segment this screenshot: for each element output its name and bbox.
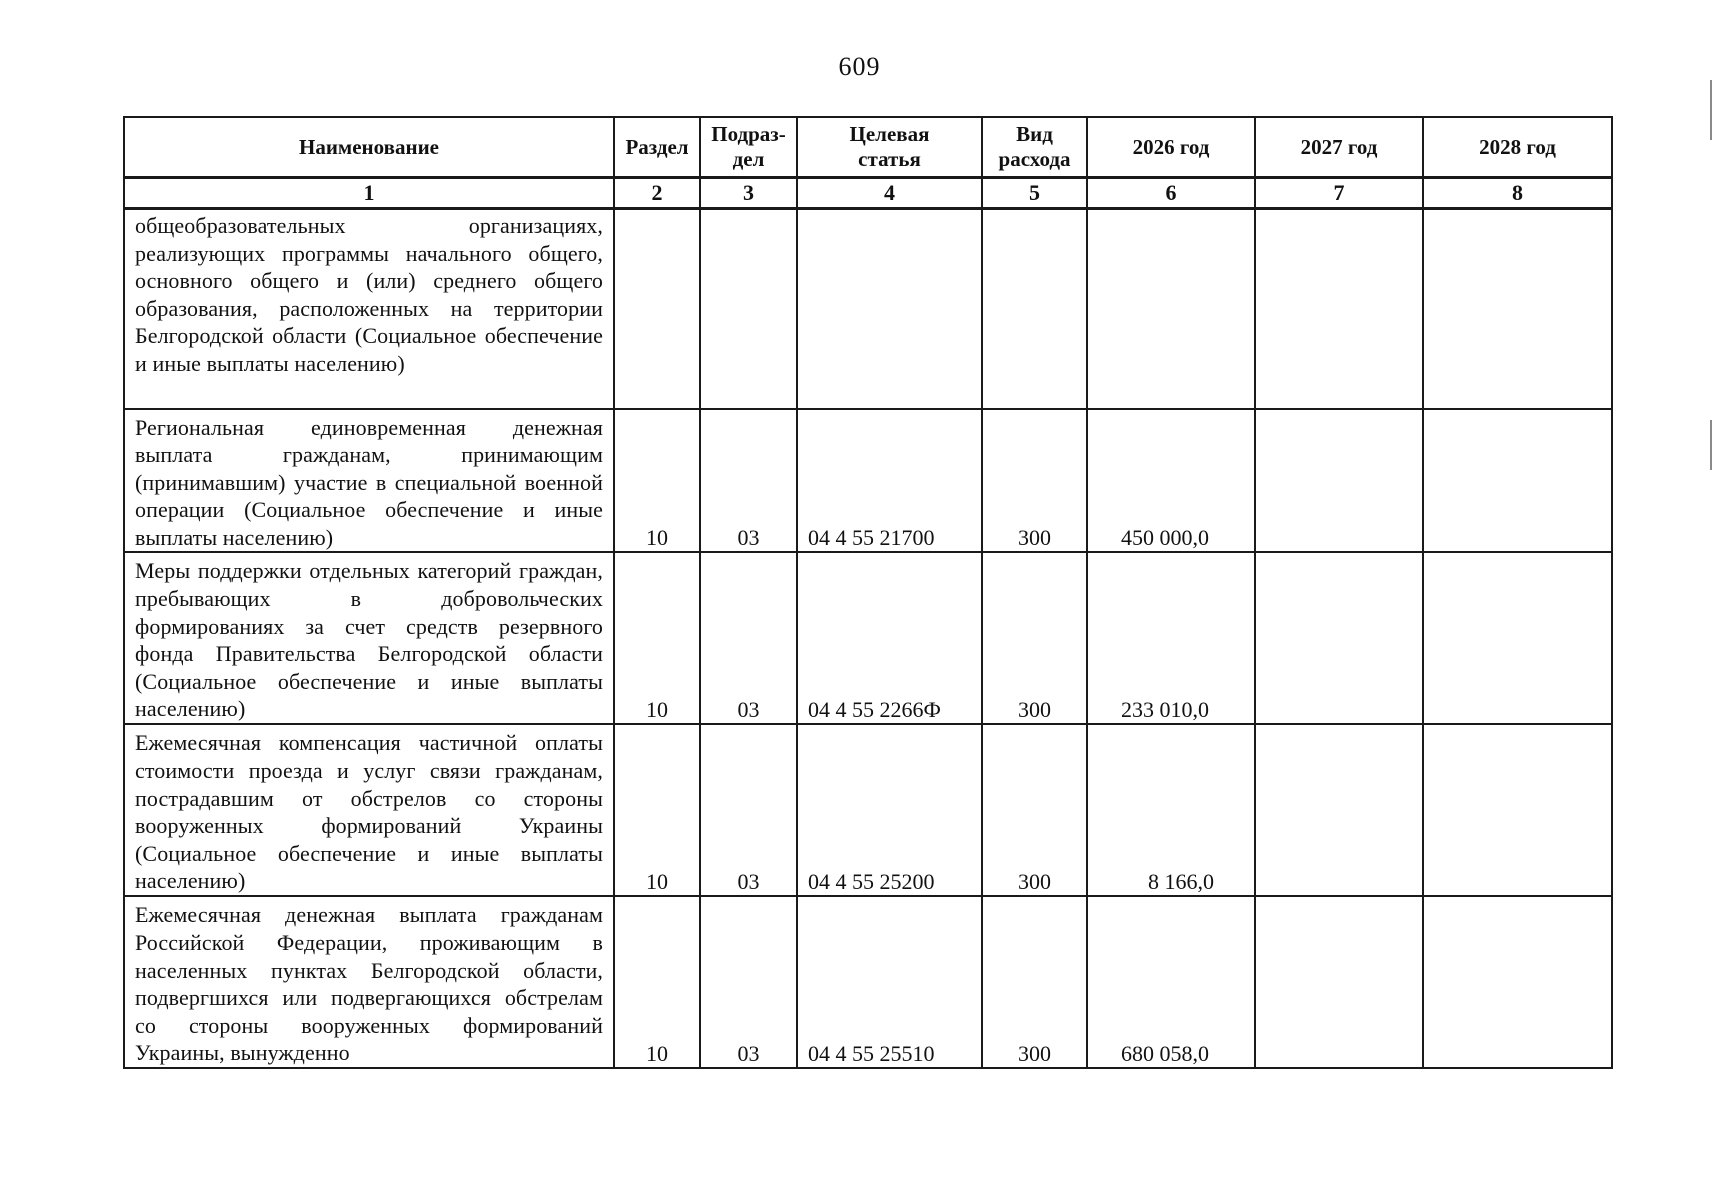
column-number: 1 <box>124 178 614 209</box>
page-number: 609 <box>838 52 881 81</box>
row-subsection: 03 <box>700 552 797 724</box>
row-2028 <box>1423 552 1612 724</box>
row-2028 <box>1423 896 1612 1068</box>
row-target: 04 4 55 21700 <box>797 409 982 553</box>
row-name: Ежемесячная компенсация частичной оплаты стоимости проезда и услуг связи гражданам, пострадавшим от обстрелов со стороны вооруженных формирований Украины (Социальное обеспечение и иные выплаты населению) <box>124 724 614 896</box>
row-target: 04 4 55 25510 <box>797 896 982 1068</box>
column-number: 7 <box>1255 178 1423 209</box>
row-name: Региональная единовременная денежная выплата гражданам, принимающим (принимавшим) участие в специальной военной операции (Социальное обеспечение и иные выплаты населению) <box>124 409 614 553</box>
header-2026: 2026 год <box>1087 117 1255 178</box>
row-section: 10 <box>614 724 700 896</box>
table-row <box>124 552 1612 724</box>
row-2028 <box>1423 209 1612 409</box>
row-2026: 233 010,0 <box>1087 552 1255 724</box>
row-2026 <box>1087 209 1255 409</box>
table-row <box>124 896 1612 1068</box>
column-number: 5 <box>982 178 1087 209</box>
row-target: 04 4 55 25200 <box>797 724 982 896</box>
row-name: Меры поддержки отдельных категорий граждан, пребывающих в добровольческих формированиях за счет средств резервного фонда Правительства Белгородской области (Социальное обеспечение и иные выплаты населению) <box>124 552 614 724</box>
header-row <box>124 117 1612 178</box>
header-expense-line2: расхода <box>998 147 1071 171</box>
row-subsection <box>700 209 797 409</box>
header-2027: 2027 год <box>1255 117 1423 178</box>
column-number: 6 <box>1087 178 1255 209</box>
budget-table <box>123 116 1613 1069</box>
scan-edge-mark <box>1710 80 1712 140</box>
row-section: 10 <box>614 896 700 1068</box>
row-expense-type: 300 <box>982 724 1087 896</box>
row-2027 <box>1255 552 1423 724</box>
row-2028 <box>1423 724 1612 896</box>
header-2028: 2028 год <box>1423 117 1612 178</box>
header-expense-type <box>982 117 1087 178</box>
header-section: Раздел <box>614 117 700 178</box>
row-2026: 450 000,0 <box>1087 409 1255 553</box>
row-2026: 8 166,0 <box>1087 724 1255 896</box>
row-subsection: 03 <box>700 896 797 1068</box>
column-number: 8 <box>1423 178 1612 209</box>
row-2027 <box>1255 409 1423 553</box>
header-subsection <box>700 117 797 178</box>
column-number: 4 <box>797 178 982 209</box>
row-subsection: 03 <box>700 409 797 553</box>
column-number-row <box>124 178 1612 209</box>
row-section: 10 <box>614 409 700 553</box>
row-expense-type: 300 <box>982 896 1087 1068</box>
header-target-line1: Целевая <box>849 122 930 146</box>
row-expense-type <box>982 209 1087 409</box>
row-2028 <box>1423 409 1612 553</box>
header-subsection-line1: Подраз- <box>711 122 786 146</box>
table-row <box>124 209 1612 409</box>
header-target <box>797 117 982 178</box>
row-name: Ежемесячная денежная выплата гражданам Российской Федерации, проживающим в населенных пунктах Белгородской области, подвергшихся или подвергающихся обстрелам со стороны вооруженных формирований Украины, вынужденно <box>124 896 614 1068</box>
row-target: 04 4 55 2266Ф <box>797 552 982 724</box>
row-section: 10 <box>614 552 700 724</box>
column-number: 2 <box>614 178 700 209</box>
header-expense-line1: Вид <box>1016 122 1053 146</box>
header-subsection-line2: дел <box>732 147 765 171</box>
row-subsection: 03 <box>700 724 797 896</box>
scan-edge-mark <box>1710 420 1712 470</box>
row-2027 <box>1255 724 1423 896</box>
row-section <box>614 209 700 409</box>
row-expense-type: 300 <box>982 552 1087 724</box>
row-target <box>797 209 982 409</box>
column-number: 3 <box>700 178 797 209</box>
table-row <box>124 409 1612 553</box>
row-expense-type: 300 <box>982 409 1087 553</box>
table-row <box>124 724 1612 896</box>
header-name: Наименование <box>124 117 614 178</box>
row-2027 <box>1255 209 1423 409</box>
row-name: общеобразовательных организациях, реализующих программы начального общего, основного общего и (или) среднего общего образования, расположенных на территории Белгородской области (Социальное обеспечение и иные выплаты населению) <box>124 209 614 409</box>
header-target-line2: статья <box>858 147 921 171</box>
row-2026: 680 058,0 <box>1087 896 1255 1068</box>
row-2027 <box>1255 896 1423 1068</box>
